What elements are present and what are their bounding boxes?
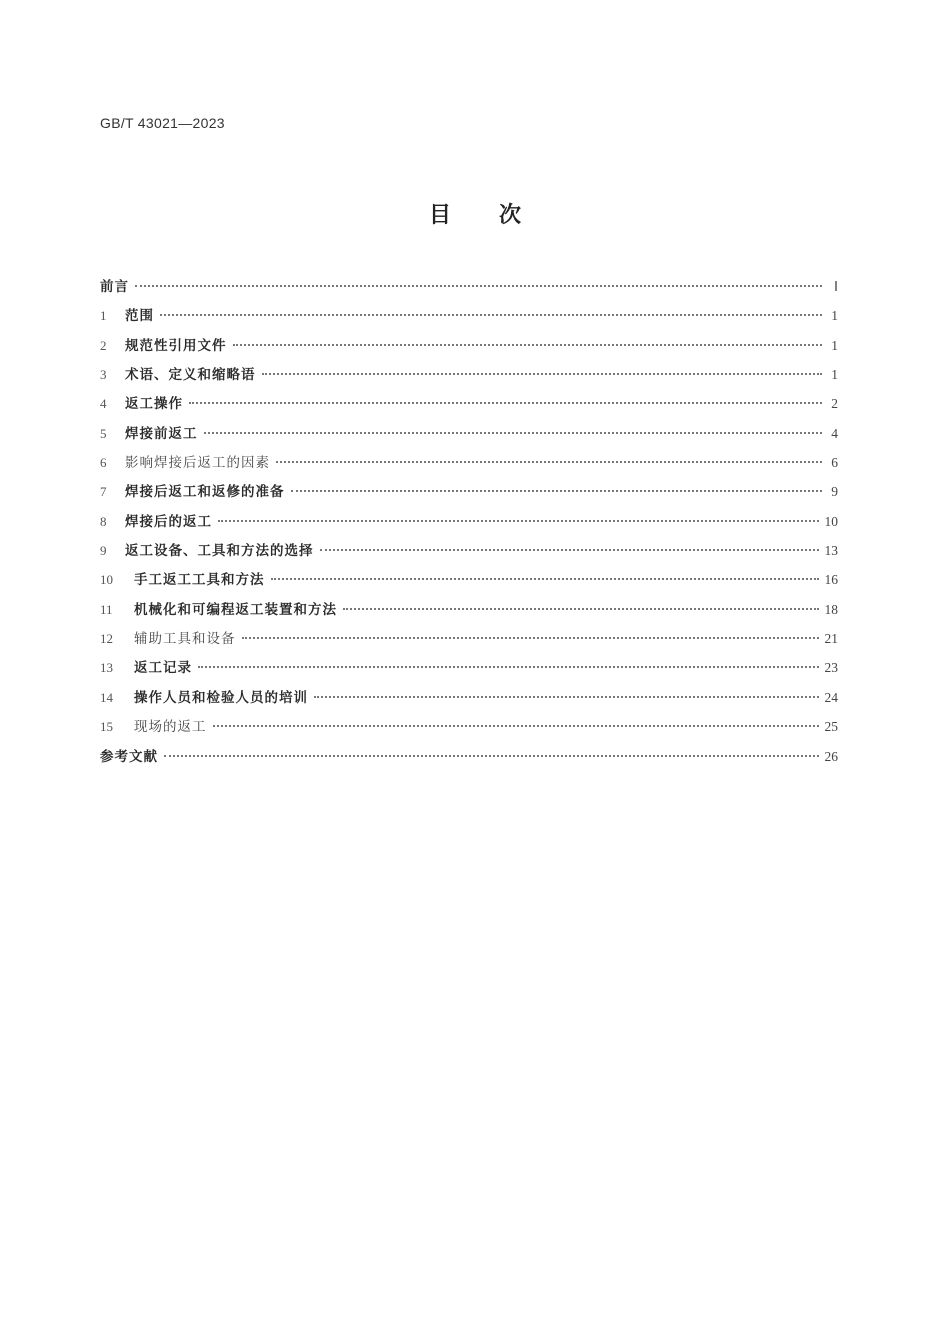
toc-leader-dots bbox=[320, 549, 819, 551]
toc-entry-13[interactable] bbox=[100, 653, 838, 682]
toc-entry-number: 8 bbox=[100, 513, 107, 529]
toc-entry-page: 2 bbox=[831, 396, 838, 412]
toc-leader-dots bbox=[160, 314, 822, 316]
table-of-contents bbox=[100, 272, 838, 771]
toc-leader-dots bbox=[204, 432, 823, 434]
toc-entry-1[interactable] bbox=[100, 301, 838, 330]
toc-entry-label: 焊接后的返工 bbox=[125, 513, 212, 530]
toc-entry-page: 18 bbox=[824, 601, 838, 617]
toc-entry-number: 14 bbox=[100, 689, 113, 705]
toc-entry-3[interactable] bbox=[100, 360, 838, 389]
toc-entry-label: 辅助工具和设备 bbox=[134, 631, 236, 648]
toc-entry-label: 范围 bbox=[125, 308, 154, 325]
toc-entry-page: 4 bbox=[831, 425, 838, 441]
toc-entry-number: 5 bbox=[100, 425, 107, 441]
toc-leader-dots bbox=[198, 666, 819, 668]
toc-leader-dots bbox=[242, 637, 819, 639]
toc-entry-page: Ⅰ bbox=[834, 279, 838, 294]
toc-entry-label: 术语、定义和缩略语 bbox=[125, 367, 256, 384]
toc-entry-page: 1 bbox=[831, 367, 838, 383]
toc-entry-number: 1 bbox=[100, 308, 107, 324]
toc-entry-6[interactable] bbox=[100, 448, 838, 477]
toc-entry-number: 10 bbox=[100, 572, 113, 588]
toc-entry-number: 2 bbox=[100, 337, 107, 353]
toc-leader-dots bbox=[164, 755, 819, 757]
toc-entry-12[interactable] bbox=[100, 624, 838, 653]
toc-entry-label: 焊接前返工 bbox=[125, 425, 198, 442]
toc-entry-page: 16 bbox=[824, 572, 838, 588]
toc-entry-label: 返工操作 bbox=[125, 396, 183, 413]
toc-leader-dots bbox=[189, 402, 822, 404]
toc-entry-14[interactable] bbox=[100, 683, 838, 712]
toc-entry-11[interactable] bbox=[100, 595, 838, 624]
toc-entry-page: 6 bbox=[831, 455, 838, 471]
toc-entry-page: 13 bbox=[824, 543, 838, 559]
toc-leader-dots bbox=[233, 344, 823, 346]
toc-title bbox=[0, 198, 950, 229]
toc-entry-page: 1 bbox=[831, 337, 838, 353]
toc-entry-page: 24 bbox=[824, 689, 838, 705]
toc-entry-page: 9 bbox=[831, 484, 838, 500]
toc-entry-page: 25 bbox=[824, 719, 838, 735]
toc-entry-number: 13 bbox=[100, 660, 113, 676]
toc-entry-7[interactable] bbox=[100, 477, 838, 506]
toc-entry-label: 返工设备、工具和方法的选择 bbox=[125, 543, 314, 560]
toc-entry-page: 21 bbox=[824, 631, 838, 647]
standard-number: GB/T 43021—2023 bbox=[100, 115, 225, 131]
toc-entry-label: 现场的返工 bbox=[134, 719, 207, 736]
toc-entry-label: 影响焊接后返工的因素 bbox=[125, 455, 270, 472]
toc-entry-label: 返工记录 bbox=[134, 660, 192, 677]
toc-entry-label: 参考文献 bbox=[100, 748, 158, 765]
toc-leader-dots bbox=[271, 578, 819, 580]
toc-title-char-2: 次 bbox=[499, 203, 522, 228]
toc-title-char-1: 目 bbox=[428, 203, 451, 228]
toc-entry-label: 操作人员和检验人员的培训 bbox=[134, 689, 308, 706]
toc-entry-2[interactable] bbox=[100, 331, 838, 360]
toc-entry-label: 前言 bbox=[100, 279, 129, 295]
toc-entry-number: 15 bbox=[100, 719, 113, 735]
toc-entry-number: 9 bbox=[100, 543, 107, 559]
toc-entry-number: 3 bbox=[100, 367, 107, 383]
toc-entry-5[interactable] bbox=[100, 419, 838, 448]
toc-leader-dots bbox=[262, 373, 823, 375]
toc-entry-8[interactable] bbox=[100, 507, 838, 536]
toc-leader-dots bbox=[276, 461, 822, 463]
toc-leader-dots bbox=[135, 285, 822, 287]
toc-leader-dots bbox=[314, 696, 819, 698]
toc-entry-page: 1 bbox=[831, 308, 838, 324]
toc-leader-dots bbox=[213, 725, 819, 727]
toc-leader-dots bbox=[343, 608, 819, 610]
toc-entry-label: 规范性引用文件 bbox=[125, 337, 227, 354]
toc-leader-dots bbox=[291, 490, 823, 492]
toc-entry-page: 23 bbox=[824, 660, 838, 676]
toc-entry-15[interactable] bbox=[100, 712, 838, 741]
toc-entry-number: 12 bbox=[100, 631, 113, 647]
toc-entry-label: 机械化和可编程返工装置和方法 bbox=[134, 601, 337, 618]
toc-entry-number: 4 bbox=[100, 396, 107, 412]
toc-entry-4[interactable] bbox=[100, 389, 838, 418]
toc-entry-label: 焊接后返工和返修的准备 bbox=[125, 484, 285, 501]
toc-entry-number: 6 bbox=[100, 455, 107, 471]
toc-leader-dots bbox=[218, 520, 819, 522]
toc-entry-bibliography[interactable] bbox=[100, 742, 838, 771]
toc-entry-label: 手工返工工具和方法 bbox=[134, 572, 265, 589]
toc-entry-foreword[interactable] bbox=[100, 272, 838, 301]
toc-entry-10[interactable] bbox=[100, 565, 838, 594]
toc-entry-number: 11 bbox=[100, 601, 113, 617]
toc-entry-9[interactable] bbox=[100, 536, 838, 565]
toc-entry-number: 7 bbox=[100, 484, 107, 500]
toc-entry-page: 26 bbox=[824, 748, 838, 764]
toc-entry-page: 10 bbox=[824, 513, 838, 529]
